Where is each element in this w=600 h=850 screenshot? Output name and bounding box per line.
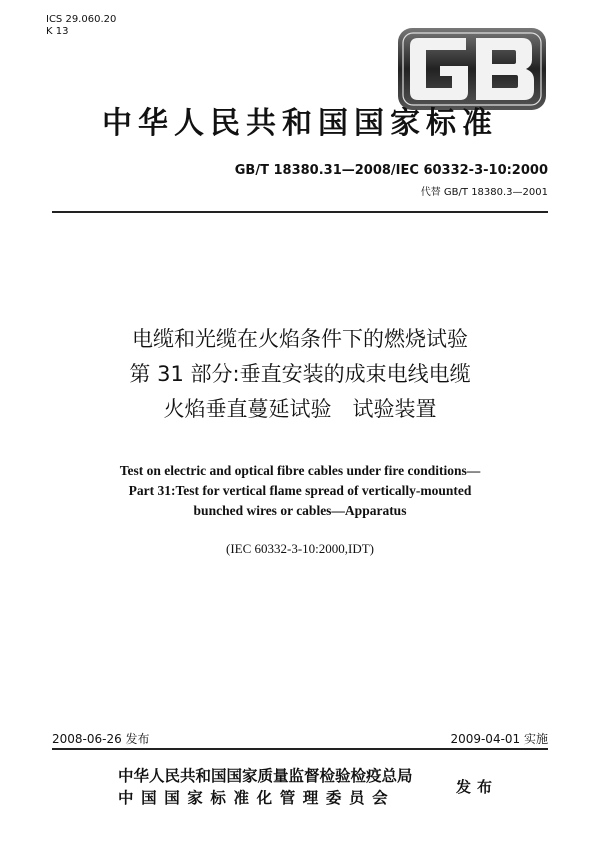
issuing-authorities — [118, 765, 413, 809]
implementation-date: 2009-04-01 实施 — [450, 732, 548, 746]
issue-date: 2008-06-26 发布 — [52, 732, 150, 746]
standard-number: GB/T 18380.31—2008/IEC 60332-3-10:2000 — [234, 163, 548, 178]
chinese-title — [0, 322, 600, 427]
bottom-divider — [52, 748, 548, 750]
gb-logo — [396, 26, 548, 112]
english-title-line-3: bunched wires or cables—Apparatus — [193, 503, 407, 518]
ics-code: ICS 29.060.20 — [46, 14, 117, 25]
chinese-title-line-3: 火焰垂直蔓延试验 试验装置 — [163, 397, 437, 421]
classification-codes — [46, 14, 116, 38]
issuer-aqsiq: 中华人民共和国国家质量监督检验检疫总局 — [118, 767, 413, 785]
issuer-sac: 中国国家标准化管理委员会 — [118, 789, 396, 807]
english-title-line-1: Test on electric and optical fibre cables under fire conditions— — [119, 463, 481, 478]
replaces-note: 代替 GB/T 18380.3—2001 — [420, 187, 548, 198]
english-title — [0, 461, 600, 521]
ccs-code: K 13 — [46, 26, 69, 37]
english-title-line-2: Part 31:Test for vertical flame spread of vertically-mounted — [128, 483, 472, 498]
equivalence-note: (IEC 60332-3-10:2000,IDT) — [225, 541, 375, 556]
chinese-title-line-1: 电缆和光缆在火焰条件下的燃烧试验 — [132, 327, 468, 351]
publish-label: 发布 — [456, 778, 499, 796]
gb-letter-b — [476, 38, 534, 100]
chinese-title-line-2: 第 31 部分:垂直安装的成束电线电缆 — [129, 362, 471, 386]
top-divider — [52, 211, 548, 213]
standard-type-title: 中华人民共和国国家标准 — [102, 106, 498, 141]
